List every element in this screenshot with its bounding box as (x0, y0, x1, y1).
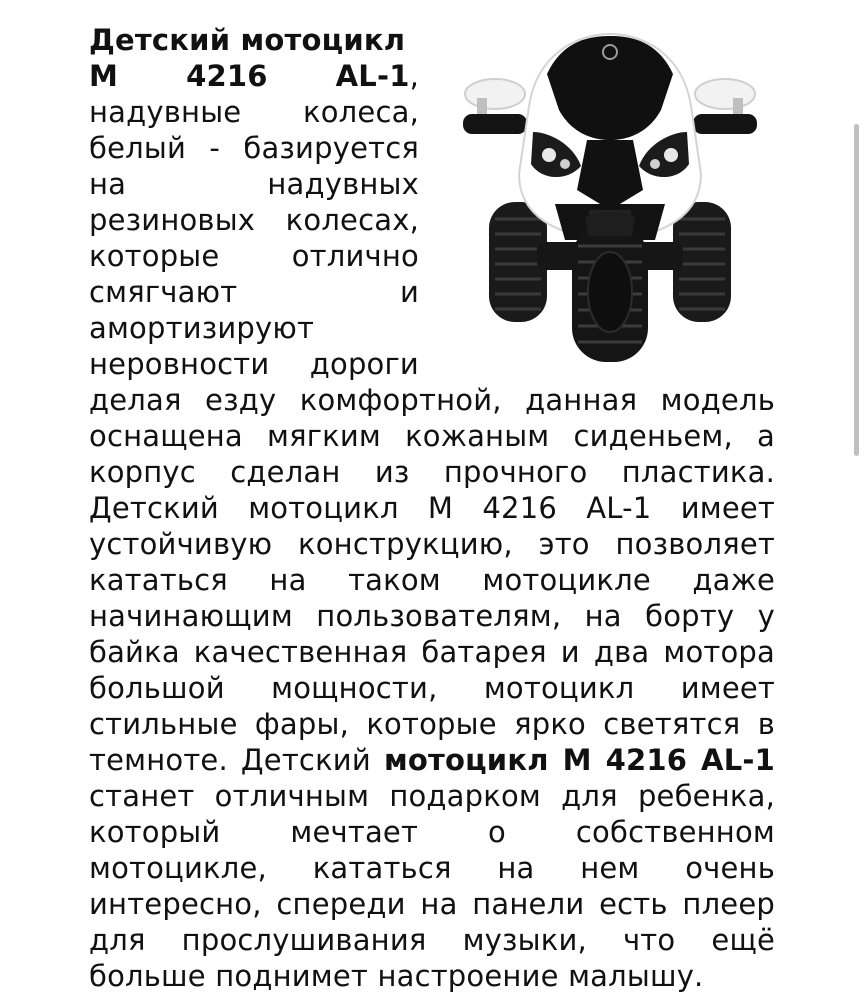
product-title: Детский мотоцикл (89, 23, 406, 57)
bold-model-name: мотоцикл M 4216 AL-1 (383, 743, 775, 777)
motorcycle-image (437, 14, 783, 369)
vertical-scrollbar[interactable] (854, 124, 859, 456)
product-model: M 4216 AL-1 (89, 59, 410, 93)
title-comma: , (409, 59, 419, 93)
outro-text: станет отличным подарком для ребенка, который мечтает о собственном мотоцикле, кататься на нем очень интересно, спереди на панели есть плеер для прослушивания музыки, что ещё больше поднимет настроение малышу. (89, 779, 775, 993)
product-description (89, 22, 775, 994)
kids-motorcycle-photo-icon (437, 14, 783, 369)
intro-text: надувные колеса, белый - базируется на надувных резиновых колесах, которые отлично смягчают и амортизируют неровности дороги делая езду комфортной, данная модель оснащена мягким кожаным сиденьем, а корпус сделан из прочного пластика. Детский мотоцикл M 4216 AL-1 имеет устойчивую конструкцию, это позволяет кататься на таком мотоцикле даже начинающим пользователям, на борту у байка качественная батарея и два мотора большой мощности, мотоцикл имеет стильные фары, которые ярко светятся в темноте. Детский (89, 95, 775, 777)
